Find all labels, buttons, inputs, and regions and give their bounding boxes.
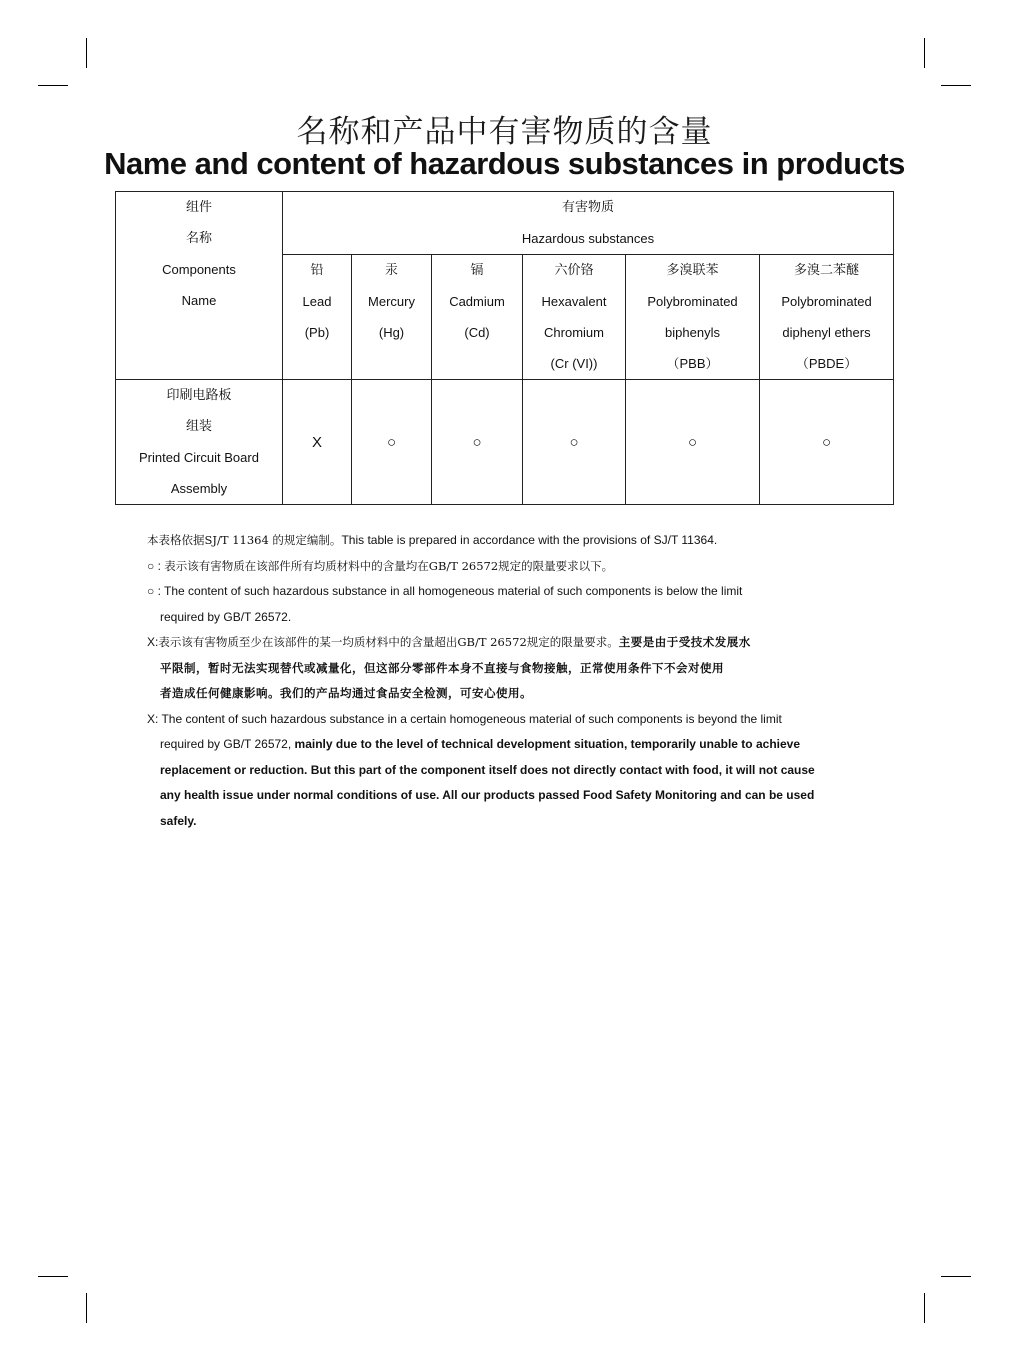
substance-pbde-cell: 多溴二苯醚 Polybrominated diphenyl ethers （PBDE）	[760, 255, 894, 380]
note-x-en-cont: any health issue under normal conditions of use. All our products passed Food Safety Monitoring and can be used	[160, 788, 815, 802]
substance-pbb-cell: 多溴联苯 Polybrominated biphenyls （PBB）	[626, 255, 760, 380]
mark-pbb: ○	[626, 380, 760, 505]
note-x-en: X: The content of such hazardous substance in a certain homogeneous material of such components is beyond the limit	[147, 711, 782, 726]
hazardous-substances-header-cell: 有害物质 Hazardous substances	[283, 192, 894, 255]
note-x-en-cont: safely.	[160, 813, 197, 828]
crop-mark	[86, 38, 87, 68]
crop-mark	[924, 38, 925, 68]
note-x-cn: X:表示该有害物质至少在该部件的某一均质材料中的含量超出GB/T 26572规定的限量要求。主要是由于受技术发展水	[147, 635, 751, 649]
mark-lead: X	[283, 380, 352, 505]
page-title-english: Name and content of hazardous substances in products	[104, 146, 905, 181]
crop-mark	[38, 85, 68, 86]
substance-chromium-cell: 六价铬 Hexavalent Chromium (Cr (VI))	[523, 255, 626, 380]
mark-chromium: ○	[523, 380, 626, 505]
note-circle-cn: ○ : 表示该有害物质在该部件所有均质材料中的含量均在GB/T 26572规定的限量要求以下。	[147, 558, 614, 573]
components-header-cell: 组件 名称 Components Name	[116, 192, 283, 380]
substance-cadmium-cell: 镉 Cadmium (Cd)	[432, 255, 523, 380]
hazardous-substances-table	[115, 191, 894, 505]
note-x-en-cont: required by GB/T 26572, mainly due to the level of technical development situation, temporarily unable to achieve	[160, 737, 800, 751]
mark-cadmium: ○	[432, 380, 523, 505]
note-standard: 本表格依据SJ/T 11364 的规定编制。This table is prepared in accordance with the provisions of SJ/T 11364.	[147, 533, 718, 547]
crop-mark	[924, 1293, 925, 1323]
component-pcb-cell: 印刷电路板 组装 Printed Circuit Board Assembly	[116, 380, 283, 505]
crop-mark	[86, 1293, 87, 1323]
substance-mercury-cell: 汞 Mercury (Hg)	[352, 255, 432, 380]
crop-mark	[38, 1276, 68, 1277]
mark-mercury: ○	[352, 380, 432, 505]
note-x-en-cont: replacement or reduction. But this part of the component itself does not directly contact with food, it will not cause	[160, 762, 815, 777]
note-x-cn-cont: 平限制，暂时无法实现替代或减量化，但这部分零部件本身不直接与食物接触，正常使用条件下不会对使用	[160, 660, 724, 675]
note-x-cn-cont: 者造成任何健康影响。我们的产品均通过食品安全检测，可安心使用。	[160, 686, 532, 700]
crop-mark	[941, 1276, 971, 1277]
mark-pbde: ○	[760, 380, 894, 505]
page-title-chinese: 名称和产品中有害物质的含量	[296, 114, 713, 150]
notes-section	[147, 528, 847, 834]
crop-mark	[941, 85, 971, 86]
note-circle-en-cont: required by GB/T 26572.	[160, 609, 292, 624]
substance-lead-cell: 铅 Lead (Pb)	[283, 255, 352, 380]
note-circle-en: ○ : The content of such hazardous substance in all homogeneous material of such components is below the limit	[147, 584, 743, 598]
